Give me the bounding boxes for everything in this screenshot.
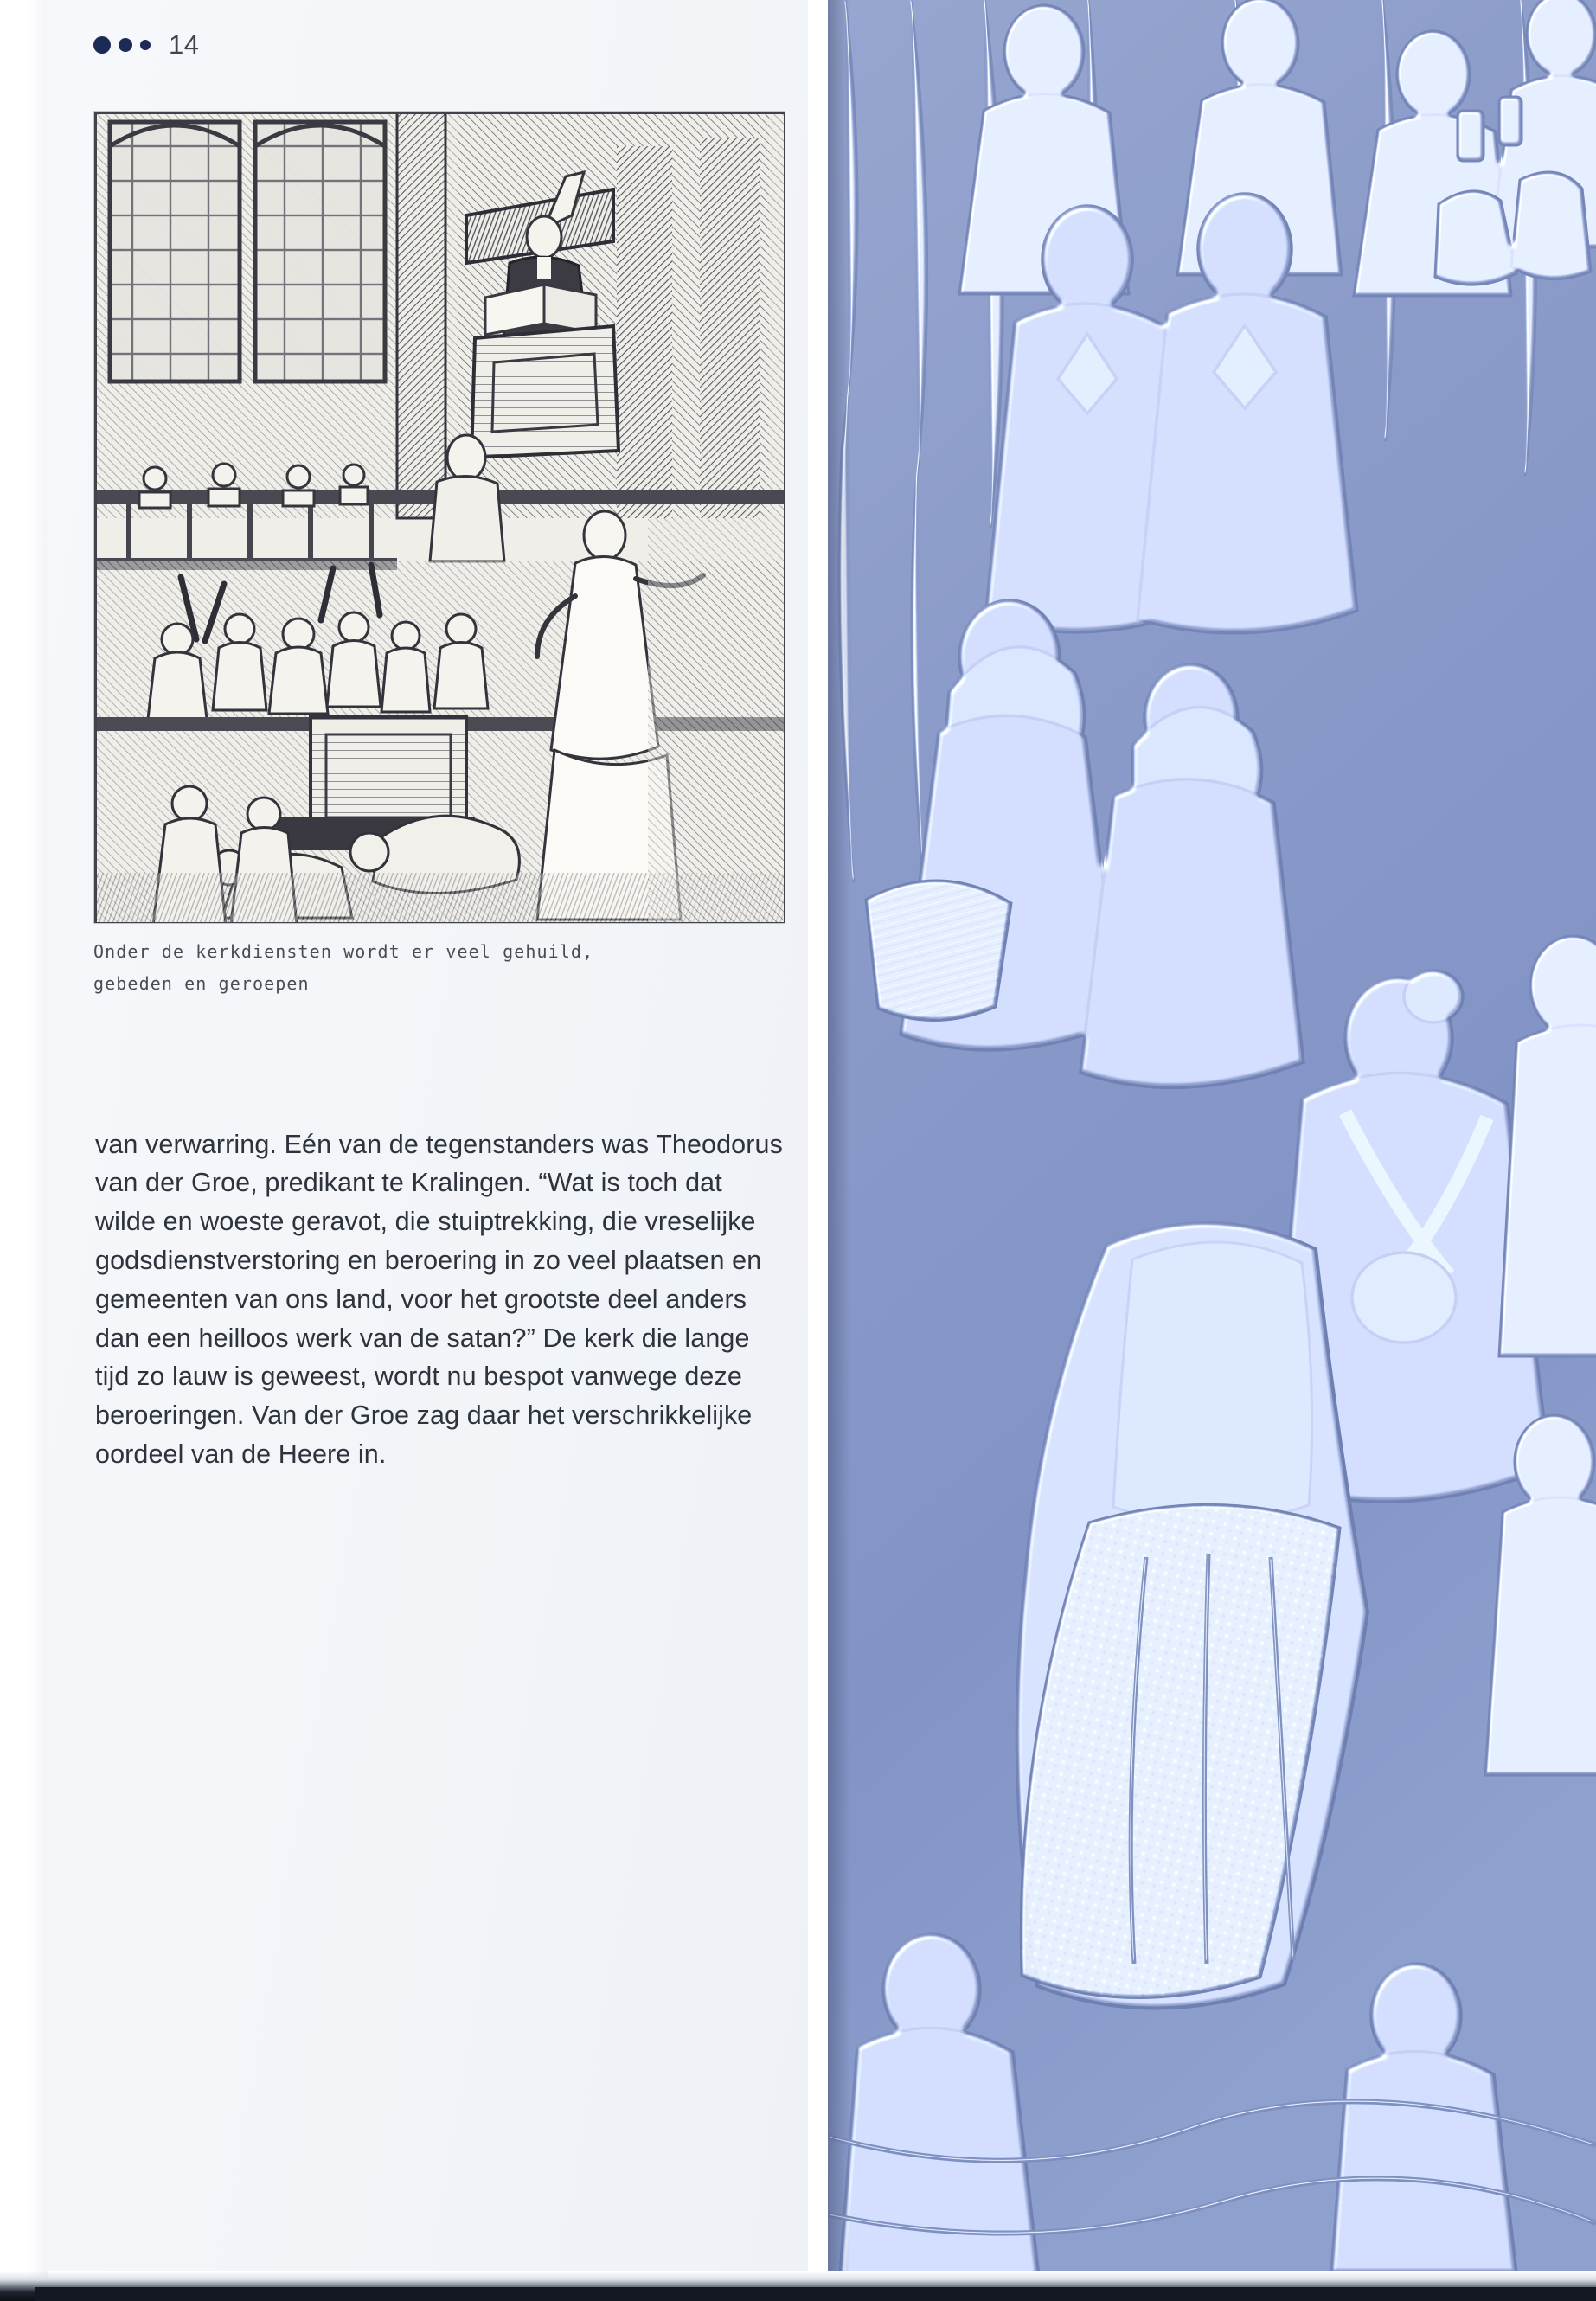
relief-photo-panel xyxy=(828,0,1596,2271)
page-left-edge xyxy=(0,0,48,2284)
page-bottom-edge xyxy=(35,2287,1596,2301)
page-number: 14 xyxy=(169,29,200,60)
bullet-large-icon xyxy=(93,36,111,54)
bullet-medium-icon xyxy=(119,38,132,52)
body-paragraph: van verwarring. Eén van de tegenstanders was Theodorus van der Groe, predikant te Kralingen. “Wat is toch dat wilde en woeste geravot, die stuiptrekking, die vreselijke godsdienstverstoring en beroering in zo veel plaatsen en gemeenten van ons land, voor het grootste deel anders dan een heilloos werk van de satan?” De kerk die lange tijd zo lauw is geweest, wordt nu bespot vanwege deze beroeringen. Van der Groe zag daar het verschrikkelijke oordeel van de Heere in. xyxy=(95,1129,783,1470)
figure-caption-line-2: gebeden en geroepen xyxy=(93,973,310,994)
engraving-illustration xyxy=(93,111,785,924)
figure-caption xyxy=(93,936,785,1000)
figure-caption-line-1: Onder de kerkdiensten wordt er veel gehuild, xyxy=(93,941,594,962)
bullet-small-icon xyxy=(140,40,151,50)
folio-header xyxy=(93,31,199,58)
